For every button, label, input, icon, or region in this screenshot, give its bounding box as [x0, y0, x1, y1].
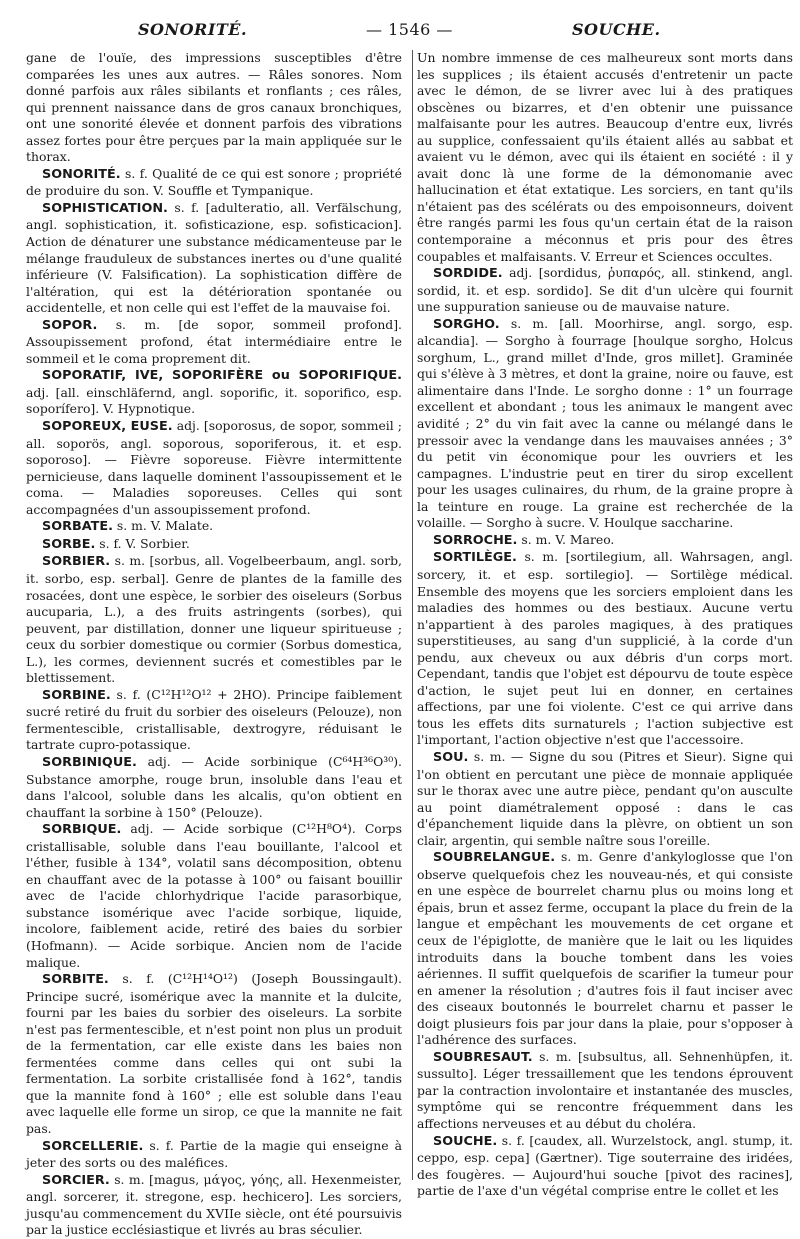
entry-text: s. m. V. Malate. — [116, 518, 214, 534]
entry-headword: SORDIDE. — [433, 266, 503, 282]
right-column — [417, 50, 793, 1199]
entry-text: s. f. Partie de la magie qui enseigne à jeter des sorts ou des maléfices. — [26, 1137, 402, 1171]
entry-text: s. m. [de sopor, sommeil profond]. Assoupissement profond, état intermédiaire entre le sommeil et le coma proprement dit. — [26, 316, 402, 366]
entry-text: s. m. [subsultus, all. Sehnenhüpfen, it. sussulto]. Léger tressaillement que les tendons éprouvent par la contraction involontaire et instantanée des muscles, symptôme qui se rencontre fréquemment dans les affections nerveuses et au début du choléra. — [417, 1048, 793, 1131]
running-header — [0, 6, 800, 46]
entry-headword: SORBE. — [42, 536, 96, 552]
entry-text: adj. [sordidus, ῥυπαρός, all. stinkend, angl. sordid, it. et esp. sordido]. Se dit d'un ulcère qui fournit une suppuration sanieuse ou de mauvaise nature. — [417, 265, 793, 315]
dictionary-entry — [417, 265, 793, 316]
column-divider — [412, 50, 413, 1180]
header-first-word: SONORITÉ. — [138, 20, 248, 39]
entry-text: s. f. Qualité de ce qui est sonore ; propriété de produire du son. V. Souffle et Tympanique. — [26, 165, 402, 199]
entry-headword: SOPOREUX, EUSE. — [42, 419, 173, 435]
dictionary-entry — [26, 553, 402, 686]
entry-text: adj. — Acide sorbique (C¹²H⁸O⁴). Corps cristallisable, soluble dans l'eau bouillante, l'alcool et l'éther, fusible à 134°, volatil sans décomposition, obtenu en chauffant avec de la potasse à 100° ou faisant bouillir avec de l'acide chlorhydrique l'acide parasorbique, substance isomérique avec l'acide sorbique, liquide, incolore, faiblement acide, retiré des baies du sorbier (Hofmann). — Acide sorbique. Ancien nom de l'acide malique. — [26, 821, 402, 970]
dictionary-entry — [417, 549, 793, 749]
dictionary-entry — [26, 317, 402, 368]
entry-text: s. f. [caudex, all. Wurzelstock, angl. stump, it. ceppo, esp. cepa] (Gærtner). Tige souterraine des iridées, des fougères. — Aujourd'hui souche [pivot des racines], partie de l'axe d'un végétal comprise entre le collet et les — [417, 1132, 793, 1199]
entry-headword: SORCELLERIE. — [42, 1138, 144, 1154]
dictionary-entry — [26, 50, 402, 166]
dictionary-entry — [417, 749, 793, 849]
entry-headword: SORBIER. — [42, 554, 111, 570]
entry-text: adj. [all. einschläfernd, angl. soporific, it. soporifico, esp. soporífero]. V. Hypnotique. — [26, 384, 402, 417]
entry-text: s. m. [sortilegium, all. Wahrsagen, angl. sorcery, it. et esp. sortilegio]. — Sortilège médical. Ensemble des moyens que les sorciers emploient dans les maladies des hommes ou des bestiaux. Aucune vertu n'appartient à des paroles magiques, à des pratiques superstitieuses, au sang d'un supplicié, à la corde d'un pendu, aux cheveux ou aux débris d'un corps mort. Cependant, tandis que l'objet est dépourvu de toute espèce d'action, le sujet peut lui en donner, en certaines affections, par une foi violente. C'est ce qui arrive dans tous les effets dits surnaturels ; l'action subjective est l'important, l'action objective n'est que l'accessoire. — [417, 549, 793, 748]
entry-headword: SONORITÉ. — [42, 166, 121, 182]
entry-text: Un nombre immense de ces malheureux sont morts dans les supplices ; ils étaient accusés d'entretenir un pacte avec le démon, de se livrer avec lui à des pratiques obscènes ou bizarres, et d'en obtenir une puissance malfaisante pour les autres. Beaucoup d'entre eux, livrés au supplice, confessaient qu'ils étaient allés au sabbat et avaient vu le démon, avec qui ils étaient en société : il y avait donc là une forme de la démonomanie avec hallucination et état extatique. Les sorciers, en tant qu'ils n'étaient pas des scélérats ou des empoisonneurs, doivent être rangés parmi les fous qu'un certain état de la raison contemporaine a méconnus et pris pour des êtres coupables et malfaisants. V. Erreur et Sciences occultes. — [417, 50, 793, 264]
dictionary-entry — [26, 687, 402, 754]
entry-text: s. f. (C¹²H¹⁴O¹²) (Joseph Boussingault). Principe sucré, isomérique avec la mannite et la dulcite, fourni par les baies du sorbier des oiseleurs. La sorbite n'est pas fermentescible, et n'est point non plus un produit de la fermentation, car elle existe dans les baies non fermentées comme dans celles qui ont subi la fermentation. La sorbite cristallisée fond à 162°, tandis que la mannite fond à 160° ; elle est soluble dans l'eau avec laquelle elle forme un sirop, ce que la mannite ne fait pas. — [26, 971, 402, 1136]
dictionary-entry — [26, 821, 402, 971]
dictionary-entry — [417, 1133, 793, 1200]
entry-text: s. m. V. Mareo. — [521, 531, 615, 547]
entry-headword: SORBINIQUE. — [42, 754, 137, 770]
entry-headword: SORGHO. — [433, 316, 500, 332]
dictionary-entry — [417, 849, 793, 1049]
entry-text: s. m. [magus, μάγος, γόης, all. Hexenmeister, angl. sorcerer, it. stregone, esp. hechicero]. Les sorciers, jusqu'au commencement du XVIIe siècle, ont été poursuivis par la justice ecclésiastique et livrés au bras séculier. — [26, 1171, 402, 1238]
entry-headword: SOPOR. — [42, 317, 98, 333]
entry-headword: SOPORATIF, IVE, SOPORIFÈRE ou SOPORIFIQUE. — [42, 368, 402, 384]
entry-headword: SORCIER. — [42, 1172, 110, 1188]
dictionary-entry — [26, 200, 402, 317]
dictionary-entry — [417, 532, 793, 550]
entry-text: gane de l'ouïe, des impressions susceptibles d'être comparées les unes aux autres. — Râles sonores. Nom donné parfois aux râles sibilants et ronflants ; ces râles, qui prennent naissance dans de gros canaux bronchiques, ont une sonorité élevée et donnent parfois des vibrations assez fortes pour être perçues par la main appliquée sur le thorax. — [26, 50, 402, 165]
dictionary-entry — [26, 1138, 402, 1172]
dictionary-entry — [26, 971, 402, 1137]
entry-text: adj. — Acide sorbinique (C⁶⁴H³⁶O³⁰). Substance amorphe, rouge brun, insoluble dans l'eau et dans l'alcool, soluble dans les alcalis, qu'on obtient en chauffant la sorbine à 150° (Pelouze). — [26, 753, 402, 820]
header-last-word: SOUCHE. — [572, 20, 661, 39]
entry-headword: SORBITE. — [42, 972, 109, 988]
entry-text: s. m. [all. Moorhirse, angl. sorgo, esp. alcandia]. — Sorgho à fourrage [houlque sorgho, Holcus sorghum, L., grand millet d'Inde, gros millet]. Graminée qui s'élève à 3 mètres, et dont la graine, noire ou fauve, est alimentaire dans l'Inde. Le sorgho donne : 1° un fourrage excellent et abondant ; tous les animaux le mangent avec avidité ; 2° du vin fait avec la canne ou mélangé dans le pressoir avec la vendange dans les mauvaises années ; 3° du petit vin économique pour les ouvriers et les campagnes. L'industrie peut en tirer du sirop excellent pour les usages culinaires, du rhum, de la graine propre à la teinture en rouge. La graine est recherchée de la volaille. — Sorgho à sucre. V. Houlque saccharine. — [417, 315, 793, 531]
entry-headword: SORBATE. — [42, 519, 113, 535]
dictionary-entry — [417, 316, 793, 532]
entry-headword: SOPHISTICATION. — [42, 200, 168, 216]
dictionary-entry — [26, 754, 402, 821]
entry-text: s. f. V. Sorbier. — [99, 535, 190, 551]
dictionary-entry — [417, 1049, 793, 1133]
page-number: — 1546 — — [366, 20, 453, 39]
left-column — [26, 50, 402, 1238]
entry-headword: SOUBRELANGUE. — [433, 850, 556, 866]
entry-headword: SORTILÈGE. — [433, 550, 517, 566]
entry-headword: SOUCHE. — [433, 1133, 498, 1149]
entry-headword: SOU. — [433, 749, 469, 765]
entry-text: s. m. Genre d'ankyloglosse que l'on observe quelquefois chez les nouveau-nés, et qui consiste en une espèce de bourrelet charnu plus ou moins long et épais, brun et assez ferme, occupant la place du frein de la langue et empêchant les mouvements de cet organe et ceux de l'épiglotte, de manière que le lait ou les liquides introduits dans la bouche tombent dans les voies aériennes. Il suffit quelquefois de scarifier la tumeur pour en amener la résolution ; d'autres fois il faut inciser avec des ciseaux boutonnés le bourrelet charnu et passer le doigt plusieurs fois par jour dans la plaie, pour s'opposer à l'adhérence des surfaces. — [417, 849, 793, 1048]
entry-headword: SORBIQUE. — [42, 822, 122, 838]
entry-text: s. m. — Signe du sou (Pitres et Sieur). Signe qui l'on obtient en percutant une pièce de monnaie appliquée sur le thorax avec une autre pièce, pendant qu'on ausculte au point diamétralement opposé : dans le cas d'épanchement liquide dans la plèvre, on obtient un son clair, argentin, qui semble naître sous l'oreille. — [417, 748, 793, 848]
dictionary-entry — [26, 536, 402, 554]
dictionary-entry — [417, 50, 793, 265]
entry-text: adj. [soporosus, de sopor, sommeil ; all. soporös, angl. soporous, soporiferous, it. et esp. soporoso]. — Fièvre soporeuse. Fièvre intermittente pernicieuse, dans laquelle dominent l'assoupissement et le coma. — Maladies soporeuses. Celles qui sont accompagnées d'un assoupissement profond. — [26, 418, 402, 517]
entry-text: s. m. [sorbus, all. Vogelbeerbaum, angl. sorb, it. sorbo, esp. serbal]. Genre de plantes de la famille des rosacées, dont une espèce, le sorbier des oiseleurs (Sorbus aucuparia, L.), a des fruits astringents (sorbes), qui peuvent, par distillation, donner une liqueur spiritueuse ; ceux du sorbier domestique ou cormier (Sorbus domestica, L.), les cormes, deviennent sucrés et comestibles par le blettissement. — [26, 553, 402, 686]
dictionary-entry — [26, 518, 402, 536]
entry-headword: SORROCHE. — [433, 532, 518, 548]
entry-text: s. f. [adulteratio, all. Verfälschung, angl. sophistication, it. sofisticazione, esp. sofisticacion]. Action de dénaturer une substance médicamenteuse par le mélange frauduleux de substances inertes ou d'une qualité inférieure (V. Falsification). La sophistication diffère de l'altération, qui est la détérioration spontanée ou accidentelle, et non celle qui est l'effet de la mauvaise foi. — [26, 199, 402, 316]
entry-text: s. f. (C¹²H¹²O¹² + 2HO). Principe faiblement sucré retiré du fruit du sorbier des oiseleurs (Pelouze), non fermentescible, cristallisable, dextrogyre, réduisant le tartrate cupro-potassique. — [26, 686, 402, 753]
entry-headword: SORBINE. — [42, 687, 111, 703]
entry-headword: SOUBRESAUT. — [433, 1049, 533, 1065]
text-columns — [26, 50, 793, 1238]
dictionary-entry — [26, 418, 402, 518]
dictionary-entry — [26, 1172, 402, 1239]
dictionary-entry — [26, 166, 402, 200]
dictionary-entry — [26, 367, 402, 418]
